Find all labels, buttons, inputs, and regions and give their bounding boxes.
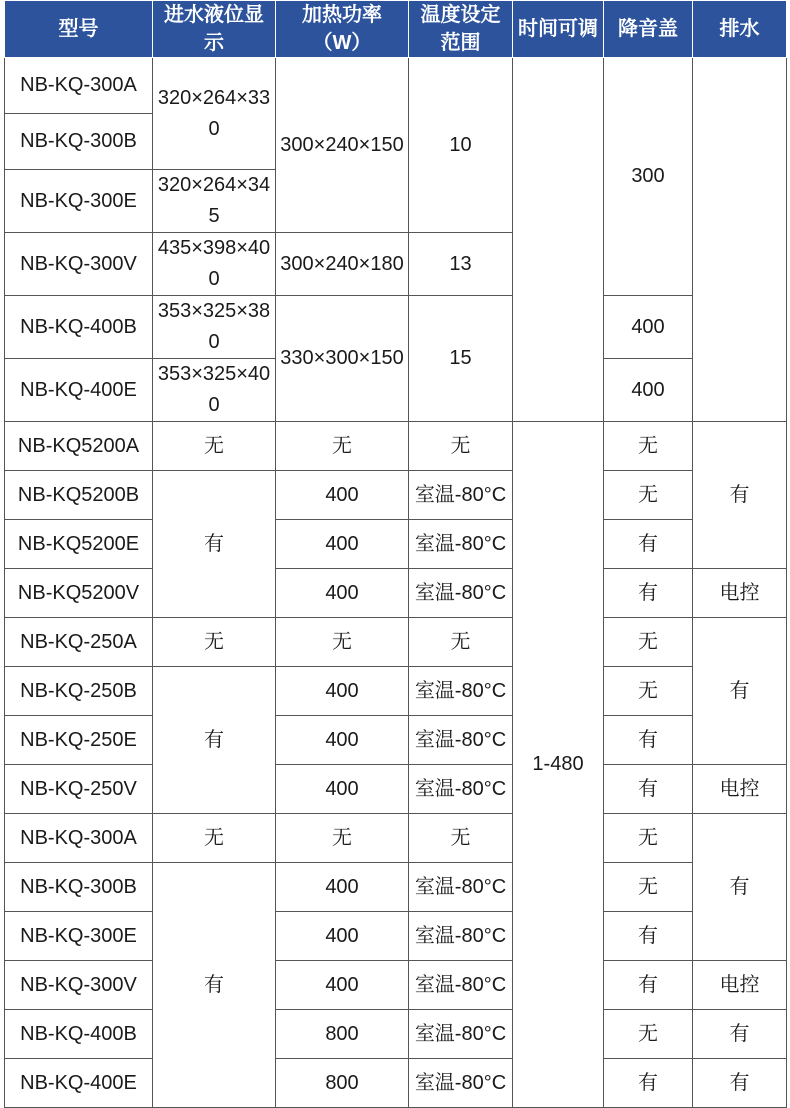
lid-cell: 无 [604, 422, 693, 471]
temp-cell: 室温-80°C [409, 912, 513, 961]
model-cell: NB-KQ-300V [5, 233, 153, 296]
drain-cell: 电控 [693, 569, 787, 618]
outer-dim-cell: 320×264×345 [153, 170, 276, 233]
power-cell: 400 [276, 569, 409, 618]
temp-cell: 室温-80°C [409, 569, 513, 618]
model-cell: NB-KQ-300A [5, 814, 153, 863]
lid-cell: 有 [604, 520, 693, 569]
table-row [5, 863, 787, 912]
lid-cell: 无 [604, 471, 693, 520]
model-cell: NB-KQ-300B [5, 114, 153, 170]
time-cell: 1-480 [513, 422, 604, 1108]
inner-dim-cell: 300×240×180 [276, 233, 409, 296]
drain-cell: 有 [693, 422, 787, 569]
table-row [5, 1059, 787, 1108]
spec-table [4, 0, 787, 1108]
model-cell: NB-KQ-300E [5, 170, 153, 233]
empty-cell [513, 58, 604, 422]
power-cell: 400 [276, 520, 409, 569]
drain-cell: 有 [693, 1059, 787, 1108]
table-row [5, 422, 787, 471]
header-lid: 降音盖 [604, 1, 693, 58]
empty-cell [693, 58, 787, 422]
table-row [5, 569, 787, 618]
water-level-cell: 有 [153, 667, 276, 814]
temp-cell: 室温-80°C [409, 716, 513, 765]
model-cell: NB-KQ-300A [5, 58, 153, 114]
power-cell: 无 [276, 814, 409, 863]
power-cell: 400 [276, 716, 409, 765]
model-cell: NB-KQ-400E [5, 1059, 153, 1108]
lower-section [5, 422, 787, 1108]
lid-cell: 无 [604, 814, 693, 863]
table-header [5, 1, 787, 58]
col6-cell: 400 [604, 359, 693, 422]
water-level-cell: 有 [153, 863, 276, 1108]
header-temp-range: 温度设定范围 [409, 1, 513, 58]
col6-cell: 300 [604, 58, 693, 296]
table-row [5, 667, 787, 716]
model-cell: NB-KQ5200E [5, 520, 153, 569]
outer-dim-cell: 435×398×400 [153, 233, 276, 296]
model-cell: NB-KQ5200V [5, 569, 153, 618]
model-cell: NB-KQ-300B [5, 863, 153, 912]
temp-cell: 室温-80°C [409, 863, 513, 912]
lid-cell: 无 [604, 618, 693, 667]
lid-cell: 无 [604, 863, 693, 912]
model-cell: NB-KQ5200A [5, 422, 153, 471]
temp-cell: 无 [409, 422, 513, 471]
temp-cell: 室温-80°C [409, 667, 513, 716]
lid-cell: 有 [604, 912, 693, 961]
header-power: 加热功率（W） [276, 1, 409, 58]
lid-cell: 有 [604, 961, 693, 1010]
water-level-cell: 无 [153, 814, 276, 863]
header-model: 型号 [5, 1, 153, 58]
lid-cell: 无 [604, 1010, 693, 1059]
power-cell: 400 [276, 863, 409, 912]
temp-cell: 室温-80°C [409, 765, 513, 814]
table-row [5, 961, 787, 1010]
model-cell: NB-KQ-300V [5, 961, 153, 1010]
model-cell: NB-KQ-400B [5, 1010, 153, 1059]
volume-cell: 13 [409, 233, 513, 296]
power-cell: 400 [276, 667, 409, 716]
lid-cell: 无 [604, 667, 693, 716]
volume-cell: 10 [409, 58, 513, 233]
power-cell: 800 [276, 1010, 409, 1059]
table-row [5, 912, 787, 961]
temp-cell: 无 [409, 814, 513, 863]
temp-cell: 无 [409, 618, 513, 667]
inner-dim-cell: 330×300×150 [276, 296, 409, 422]
model-cell: NB-KQ-400E [5, 359, 153, 422]
table-row [5, 1010, 787, 1059]
drain-cell: 有 [693, 1010, 787, 1059]
table-row [5, 618, 787, 667]
drain-cell: 有 [693, 618, 787, 765]
drain-cell: 电控 [693, 961, 787, 1010]
power-cell: 400 [276, 471, 409, 520]
header-water-level: 进水液位显示 [153, 1, 276, 58]
power-cell: 400 [276, 765, 409, 814]
power-cell: 无 [276, 618, 409, 667]
power-cell: 400 [276, 961, 409, 1010]
water-level-cell: 有 [153, 471, 276, 618]
temp-cell: 室温-80°C [409, 471, 513, 520]
header-time: 时间可调 [513, 1, 604, 58]
model-cell: NB-KQ-300E [5, 912, 153, 961]
table-row [5, 58, 787, 114]
header-drain: 排水 [693, 1, 787, 58]
outer-dim-cell: 353×325×400 [153, 359, 276, 422]
water-level-cell: 无 [153, 618, 276, 667]
table-row [5, 520, 787, 569]
table-row [5, 296, 787, 359]
table-row [5, 765, 787, 814]
temp-cell: 室温-80°C [409, 1059, 513, 1108]
table-row [5, 471, 787, 520]
lid-cell: 有 [604, 569, 693, 618]
lid-cell: 有 [604, 765, 693, 814]
outer-dim-cell: 353×325×380 [153, 296, 276, 359]
temp-cell: 室温-80°C [409, 520, 513, 569]
inner-dim-cell: 300×240×150 [276, 58, 409, 233]
drain-cell: 有 [693, 814, 787, 961]
outer-dim-cell: 320×264×330 [153, 58, 276, 170]
temp-cell: 室温-80°C [409, 1010, 513, 1059]
model-cell: NB-KQ-250E [5, 716, 153, 765]
model-cell: NB-KQ-400B [5, 296, 153, 359]
power-cell: 无 [276, 422, 409, 471]
water-level-cell: 无 [153, 422, 276, 471]
drain-cell: 电控 [693, 765, 787, 814]
table-row [5, 716, 787, 765]
power-cell: 800 [276, 1059, 409, 1108]
temp-cell: 室温-80°C [409, 961, 513, 1010]
lid-cell: 有 [604, 716, 693, 765]
volume-cell: 15 [409, 296, 513, 422]
lid-cell: 有 [604, 1059, 693, 1108]
top-section [5, 58, 787, 422]
model-cell: NB-KQ5200B [5, 471, 153, 520]
model-cell: NB-KQ-250V [5, 765, 153, 814]
model-cell: NB-KQ-250A [5, 618, 153, 667]
power-cell: 400 [276, 912, 409, 961]
table-row [5, 814, 787, 863]
col6-cell: 400 [604, 296, 693, 359]
model-cell: NB-KQ-250B [5, 667, 153, 716]
